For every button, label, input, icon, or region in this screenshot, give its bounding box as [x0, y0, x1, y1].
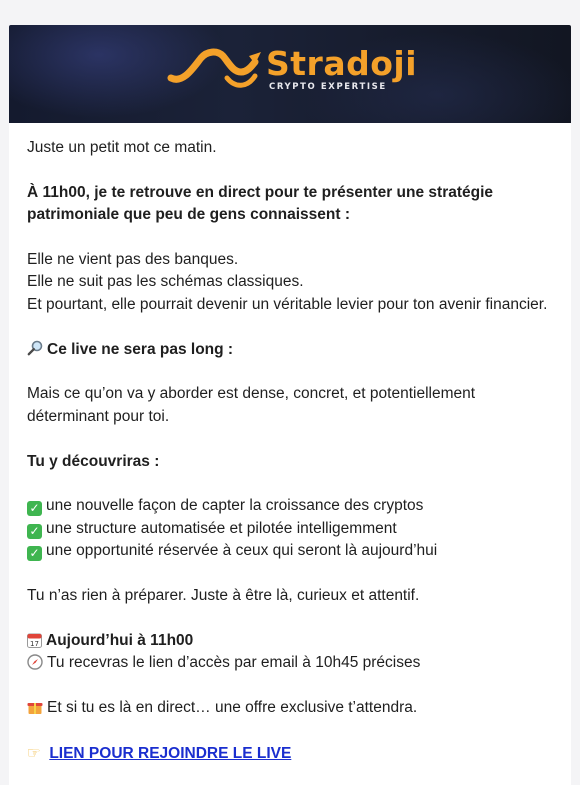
lines-block — [27, 249, 553, 316]
line-3: Et pourtant, elle pourrait devenir un véritable levier pour ton avenir financier. — [27, 295, 548, 313]
join-live-link[interactable]: LIEN POUR REJOINDRE LE LIVE — [49, 744, 292, 762]
brand-logo — [167, 44, 417, 106]
brand-name: Stradoji — [266, 44, 418, 83]
svg-text:17: 17 — [30, 639, 39, 648]
line-2: Elle ne suit pas les schémas classiques. — [27, 273, 304, 291]
check-item-1: une nouvelle façon de capter la croissance des cryptos — [46, 497, 424, 515]
live-note — [27, 339, 553, 361]
cta-block — [27, 742, 553, 765]
email-card — [9, 25, 571, 785]
date-line: Aujourd’hui à 11h00 — [46, 631, 194, 649]
line-1: Elle ne vient pas des banques. — [27, 251, 239, 268]
gift-icon — [27, 699, 43, 715]
live-note-text: Ce live ne sera pas long : — [47, 340, 234, 358]
magnifier-icon — [27, 340, 43, 356]
bull-horn-logo-icon — [167, 48, 263, 94]
check-list — [27, 495, 553, 562]
email-body — [9, 123, 571, 765]
header-banner — [9, 25, 571, 123]
access-line: Tu recevras le lien d’accès par email à 10h45 précises — [47, 654, 421, 672]
offer-line: Et si tu es là en direct… une offre exclusive t’attendra. — [47, 699, 418, 717]
check-icon: ✓ — [27, 546, 42, 561]
calendar-icon — [27, 632, 42, 648]
check-icon: ✓ — [27, 501, 42, 516]
dense-text: Mais ce qu’on va y aborder est dense, concret, et potentiellement déterminant pour toi. — [27, 385, 476, 425]
check-item-2: une structure automatisée et pilotée intelligemment — [46, 519, 397, 537]
check-item-3: une opportunité réservée à ceux qui seront là aujourd’hui — [46, 542, 438, 560]
discover-heading: Tu y découvriras : — [27, 452, 160, 470]
headline-text: À 11h00, je te retrouve en direct pour te présenter une stratégie patrimoniale que peu de gens connaissent : — [27, 183, 494, 224]
offer-block — [27, 697, 553, 719]
compass-icon — [27, 654, 43, 670]
pointing-hand-icon: ☞ — [27, 743, 41, 762]
check-icon: ✓ — [27, 524, 42, 539]
schedule-block — [27, 630, 553, 675]
intro-text: Juste un petit mot ce matin. — [27, 139, 217, 156]
brand-tagline: CRYPTO EXPERTISE — [269, 82, 387, 92]
prepare-text: Tu n’as rien à préparer. Juste à être là, curieux et attentif. — [27, 587, 420, 605]
